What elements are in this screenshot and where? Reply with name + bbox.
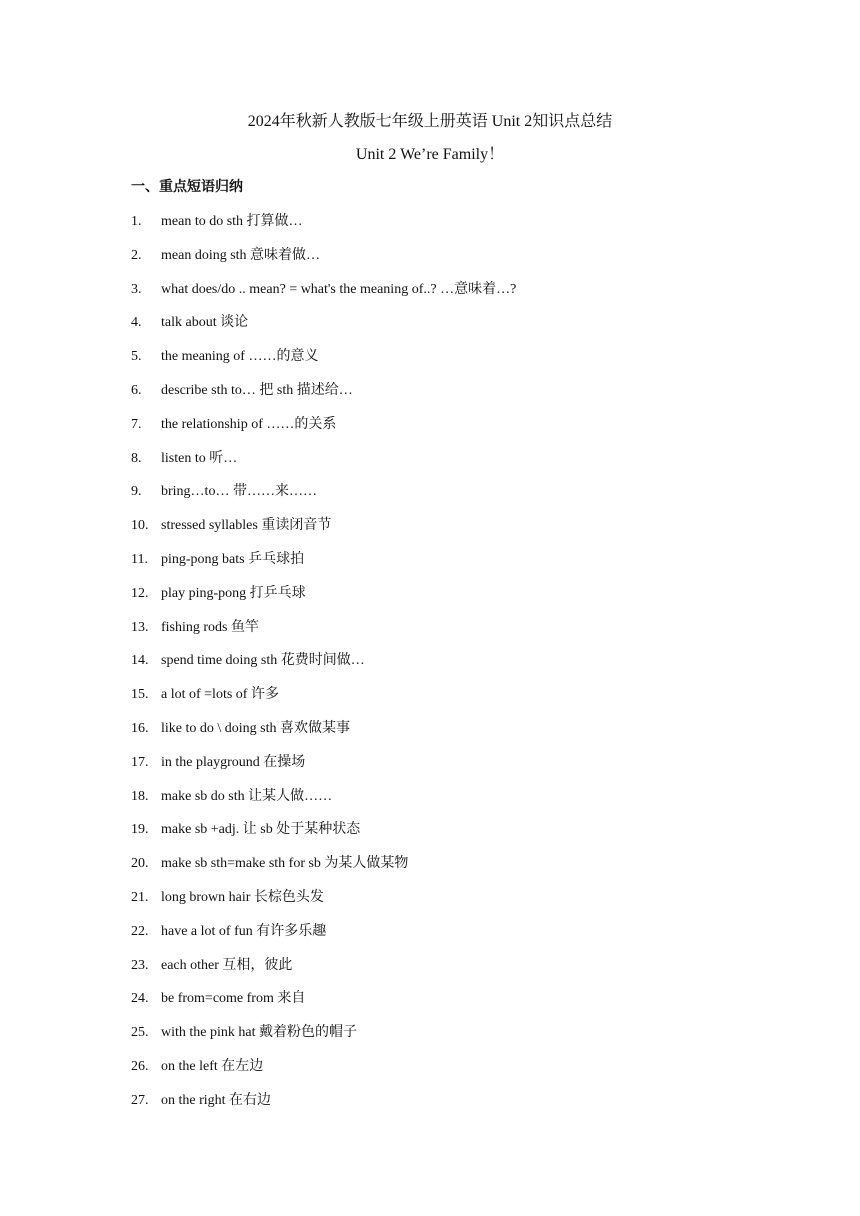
list-item	[131, 956, 791, 990]
list-item-number: 12.	[131, 585, 149, 601]
list-item-number: 17.	[131, 754, 149, 770]
list-item	[131, 246, 791, 280]
list-item-text: make sb sth=make sth for sb 为某人做某物	[161, 856, 409, 872]
list-item	[131, 415, 791, 449]
list-item-text: like to do \ doing sth 喜欢做某事	[161, 720, 350, 736]
list-item-number: 25.	[131, 1025, 149, 1041]
list-item-number: 5.	[131, 349, 142, 365]
list-item	[131, 516, 791, 550]
list-item-text: on the left 在左边	[161, 1058, 264, 1074]
list-item	[131, 381, 791, 415]
list-item-text: the relationship of ……的关系	[161, 416, 337, 432]
list-item-number: 26.	[131, 1058, 149, 1074]
list-item-number: 16.	[131, 720, 149, 736]
list-item-text: the meaning of ……的意义	[161, 349, 319, 365]
list-item-number: 8.	[131, 450, 142, 466]
list-item-text: have a lot of fun 有许多乐趣	[161, 923, 327, 939]
list-item-text: with the pink hat 戴着粉色的帽子	[161, 1025, 357, 1041]
list-item	[131, 584, 791, 618]
list-item-text: long brown hair 长棕色头发	[161, 889, 324, 905]
section-heading: 一、重点短语归纳	[131, 180, 243, 195]
list-item-number: 4.	[131, 315, 142, 331]
list-item-text: stressed syllables 重读闭音节	[161, 518, 332, 534]
list-item-text: be from=come from 来自	[161, 991, 306, 1007]
list-item	[131, 313, 791, 347]
list-item-number: 3.	[131, 281, 142, 297]
list-item-text: on the right 在右边	[161, 1092, 272, 1108]
list-item	[131, 719, 791, 753]
list-item	[131, 550, 791, 584]
list-item	[131, 280, 791, 314]
list-item-text: what does/do .. mean? = what's the meaning of..? …意味着…?	[161, 281, 517, 297]
list-item	[131, 820, 791, 854]
list-item-number: 20.	[131, 856, 149, 872]
list-item	[131, 989, 791, 1023]
list-item	[131, 1023, 791, 1057]
list-item-number: 10.	[131, 518, 149, 534]
list-item	[131, 482, 791, 516]
document-title: 2024年秋新人教版七年级上册英语 Unit 2知识点总结	[247, 113, 613, 130]
list-item-number: 7.	[131, 416, 142, 432]
list-item-text: in the playground 在操场	[161, 754, 306, 770]
list-item	[131, 1091, 791, 1125]
list-item	[131, 618, 791, 652]
list-item-number: 14.	[131, 653, 149, 669]
list-item-number: 23.	[131, 957, 149, 973]
list-item-number: 18.	[131, 788, 149, 804]
list-item-number: 2.	[131, 247, 142, 263]
list-item	[131, 787, 791, 821]
phrase-list	[131, 212, 791, 1125]
list-item	[131, 212, 791, 246]
list-item-text: listen to 听…	[161, 450, 238, 466]
list-item	[131, 347, 791, 381]
list-item-text: fishing rods 鱼竿	[161, 619, 259, 635]
list-item-text: describe sth to… 把 sth 描述给…	[161, 382, 353, 398]
list-item-number: 11.	[131, 551, 148, 567]
list-item-number: 21.	[131, 889, 149, 905]
list-item-text: each other 互相，彼此	[161, 957, 293, 973]
list-item	[131, 1057, 791, 1091]
list-item-number: 1.	[131, 214, 142, 229]
list-item-text: talk about 谈论	[161, 315, 249, 331]
list-item	[131, 651, 791, 685]
list-item-text: make sb do sth 让某人做……	[161, 788, 333, 804]
list-item	[131, 922, 791, 956]
list-item-number: 13.	[131, 619, 149, 635]
list-item	[131, 685, 791, 719]
list-item-text: mean to do sth 打算做…	[161, 214, 303, 229]
list-item-number: 22.	[131, 923, 149, 939]
list-item-number: 27.	[131, 1092, 149, 1108]
list-item-number: 15.	[131, 687, 149, 703]
list-item-text: a lot of =lots of 许多	[161, 687, 279, 703]
list-item-text: spend time doing sth 花费时间做…	[161, 653, 365, 669]
list-item-text: ping-pong bats 乒乓球拍	[161, 551, 305, 567]
list-item-text: mean doing sth 意味着做…	[161, 247, 321, 263]
list-item-text: bring…to… 带……来……	[161, 484, 317, 500]
list-item	[131, 888, 791, 922]
list-item-text: play ping-pong 打乒乓球	[161, 585, 306, 601]
list-item	[131, 753, 791, 787]
list-item-number: 24.	[131, 991, 149, 1007]
list-item-number: 6.	[131, 382, 142, 398]
list-item-text: make sb +adj. 让 sb 处于某种状态	[161, 822, 361, 838]
list-item-number: 19.	[131, 822, 149, 838]
document-subtitle: Unit 2 We’re Family！	[355, 146, 505, 163]
list-item	[131, 854, 791, 888]
list-item-number: 9.	[131, 484, 142, 500]
list-item	[131, 449, 791, 483]
